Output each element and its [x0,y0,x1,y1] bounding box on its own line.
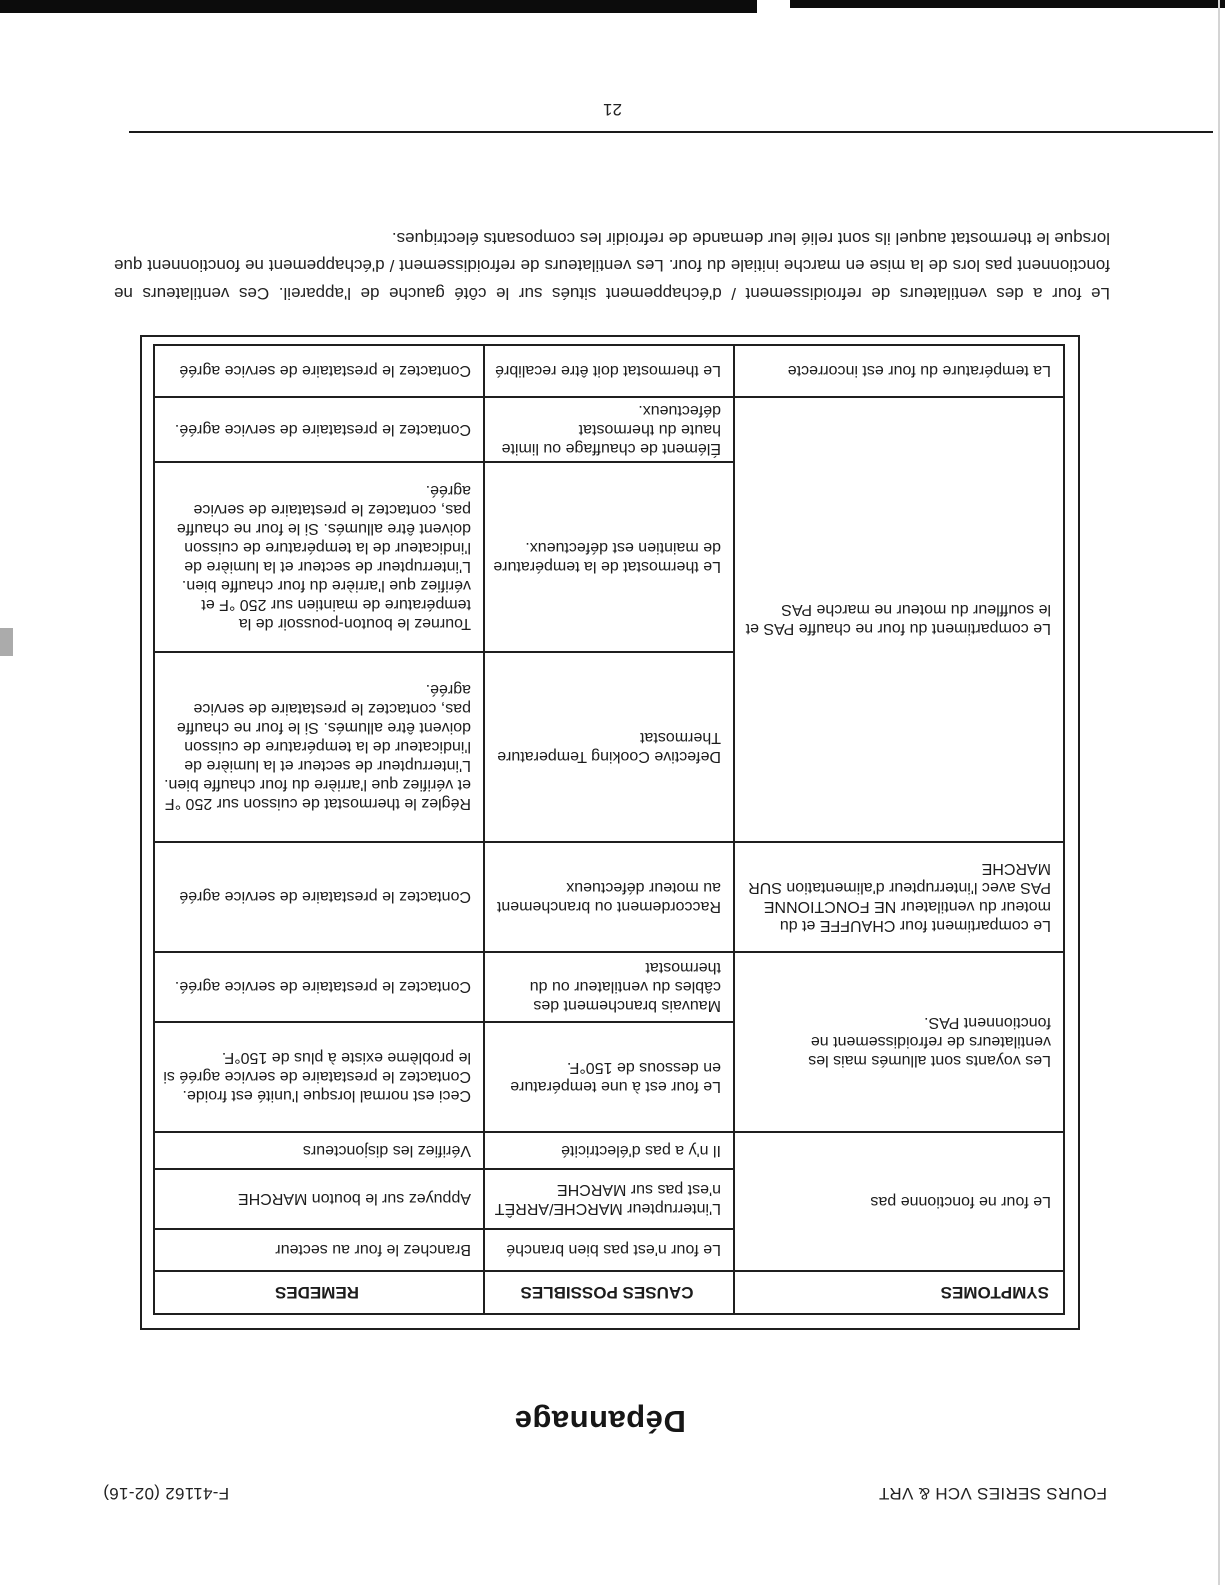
cause-cell: Raccordement ou branchement au moteur défectueux [484,842,734,952]
scan-artifact-top-bar-left [0,0,757,13]
document-header [103,1483,1107,1503]
table-row [154,1022,1064,1132]
cause-cell: Le four est à une température en dessous de 150°F. [484,1022,734,1132]
table-row [154,1229,1064,1271]
table-row [154,842,1064,952]
remedy-cell: Tournez le bouton-poussoir de la température de maintien sur 250 °F et vérifiez que l'arrière du four chauffe bien. L'interrupteur de secteur et la lumière de l'indicateur de la température de cuisson doivent être allumés. Si le four ne chauffe pas, contactez le prestataire de service agréé. [154,462,484,652]
scan-artifact-top-bar-right [790,0,1225,8]
table-row [154,652,1064,842]
symptom-cell: La température du four est incorrecte [734,345,1064,397]
cause-cell: Le thermostat de la température de maintien est défectueux. [484,462,734,652]
symptom-cell: Le compartiment four CHAUFFE et du moteur du ventilateur NE FONCTIONNE PAS avec l'interrupteur d'alimentation SUR MARCHE [734,842,1064,952]
cause-cell: Il n'y a pas d'électricité [484,1132,734,1169]
footer-rule [129,131,1213,133]
remedy-cell: Branchez le four au secteur [154,1229,484,1271]
remedy-cell: Contactez le prestataire de service agréé [154,842,484,952]
cause-cell: Le four n'est pas bien branché [484,1229,734,1271]
page-number: 21 [603,100,622,119]
doc-form-number: F-41162 (02-16) [103,1484,230,1503]
scan-artifact-left-edge-mark [0,628,13,656]
troubleshooting-table [153,344,1065,1315]
column-header-symptomes: SYMPTOMES [734,1271,1064,1314]
cooling-fans-note: Le four a des ventilateurs de refroidissement / d'échappement situés sur le côté gauche de l'appareil. Ces ventilateurs ne fonctionnent pas lors de la mise en marche initiale du four. Les ventilateurs de refroidissement / d'échappement ne fonctionnent que lorsque le thermostat auquel ils sont relié leur demande de refroidir les composants électriques. [114,229,1110,303]
symptom-cell: Le compartiment du four ne chauffe PAS et le souffleur du moteur ne marche PAS [734,397,1064,842]
symptom-cell: Les voyants sont allumés mais les ventilateurs de refroidissement ne fonctionnent PAS. [734,952,1064,1132]
cause-cell: Mauvais branchement des câbles du ventilateur ou du thermostat [484,952,734,1022]
scan-artifact-right-edge-line [1218,0,1220,1585]
cause-cell: Le thermostat doit être recalibré [484,345,734,397]
table-row [154,345,1064,397]
table-header-row [154,1271,1064,1314]
remedy-cell: Ceci est normal lorsque l'unité est froide. Contactez le prestataire de service agréé si le problème existe à plus de 150°F. [154,1022,484,1132]
column-header-remedes: REMEDES [154,1271,484,1314]
remedy-cell: Réglez le thermostat de cuisson sur 250 °F et vérifiez que l'arrière du four chauffe bien. L'interrupteur de secteur et la lumière de l'indicateur de la température de cuisson doivent être allumés. Si le four ne chauffe pas, contactez le prestataire de service agréé. [154,652,484,842]
remedy-cell: Contactez le prestataire de service agréé. [154,397,484,462]
remedy-cell: Appuyez sur le bouton MARCHE [154,1169,484,1229]
doc-series-title: FOURS SERIES VCH & VRT [878,1484,1107,1503]
page-title: Dépannage [514,1404,686,1439]
cause-cell: Élément de chauffage ou limite haute du thermostat défectueux. [484,397,734,462]
remedy-cell: Contactez le prestataire de service agréé. [154,952,484,1022]
column-header-causes-possibles: CAUSES POSSIBLES [484,1271,734,1314]
cause-cell: L'interrupteur MARCHE/ARRÊT n'est pas sur MARCHE [484,1169,734,1229]
remedy-cell: Vérifiez les disjoncteurs [154,1132,484,1169]
symptom-cell: Le four ne fonctionne pas [734,1132,1064,1271]
remedy-cell: Contactez le prestataire de service agréé [154,345,484,397]
cause-cell: Defective Cooking Temperature Thermostat [484,652,734,842]
